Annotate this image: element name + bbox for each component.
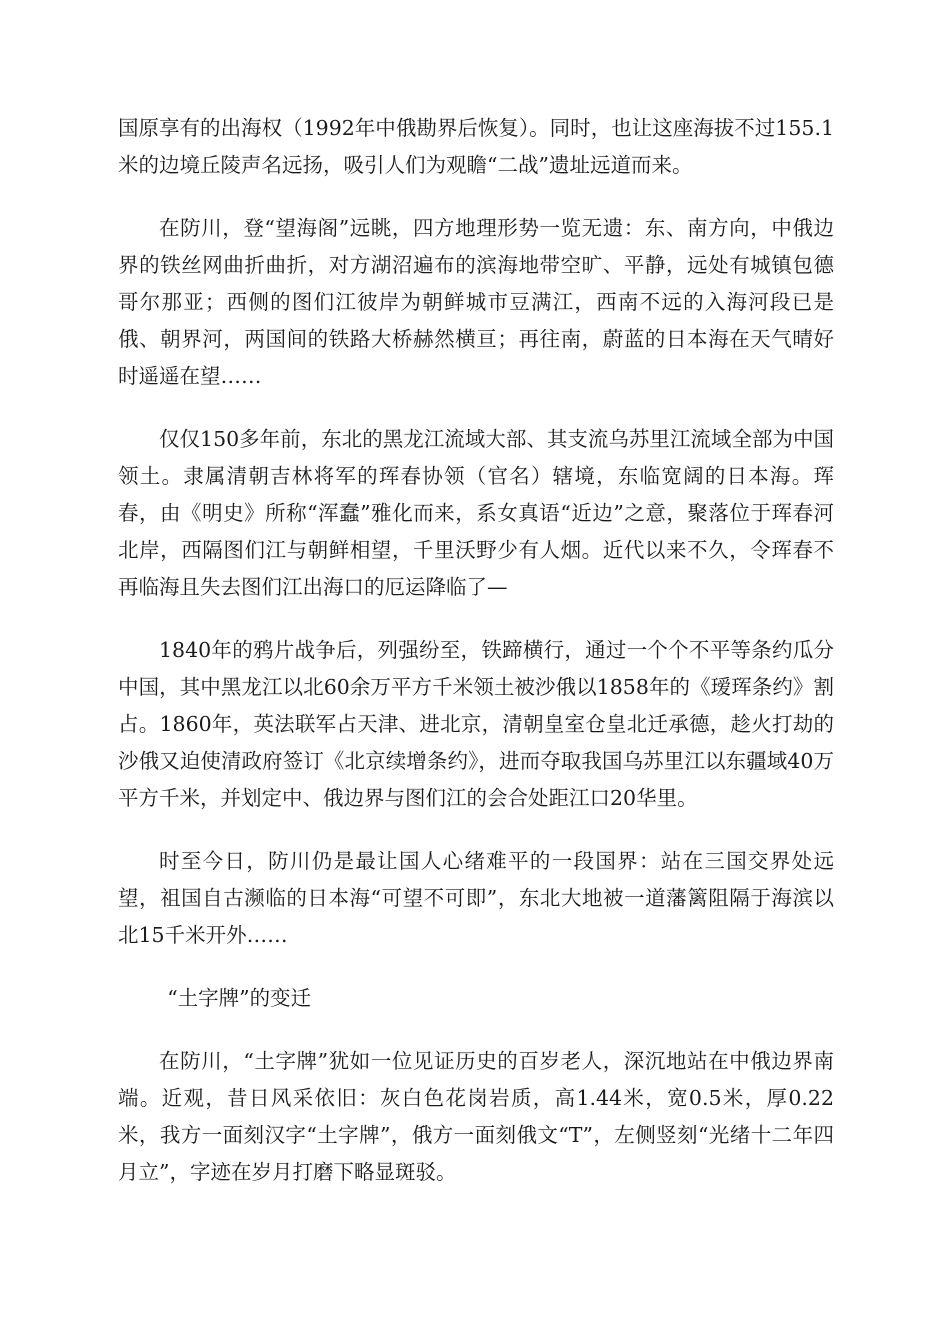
section-heading: “土字牌”的变迁	[167, 986, 312, 1010]
paragraph-continued: 国原享有的出海权（1992年中俄勘界后恢复）。同时，也让这座海拔不过155.1米的边境丘陵声名远扬，吸引人们为观瞻“二战”遗址远道而来。	[118, 116, 834, 177]
paragraph-unequal-treaties: 1840年的鸦片战争后，列强纷至，铁蹄横行，通过一个个不平等条约瓜分中国，其中黑龙江以北60余万平方千米领土被沙俄以1858年的《瑷珲条约》割占。1860年，英法联军占天津、进北京，清朝皇室仓皇北迁承德，趁火打劫的沙俄又迫使清政府签订《北京续增条约》，进而夺取我国乌苏里江以东疆域40万平方千米，并划定中、俄边界与图们江的会合处距江口20华里。	[118, 638, 834, 810]
paragraph-tuzipai: 在防川，“土字牌”犹如一位见证历史的百岁老人，深沉地站在中俄边界南端。近观，昔日风采依旧：灰白色花岗岩质，高1.44米，宽0.5米，厚0.22米，我方一面刻汉字“土字牌”，俄方一面刻俄文“T”，左侧竖刻“光绪十二年四月立”，字迹在岁月打磨下略显斑驳。	[118, 1049, 834, 1184]
article-body	[118, 110, 834, 1217]
paragraph-wanghaige-view: 在防川，登“望海阁”远眺，四方地理形势一览无遗：东、南方向，中俄边界的铁丝网曲折曲折，对方湖沼遍布的滨海地带空旷、平静，远处有城镇包德哥尔那亚；西侧的图们江彼岸为朝鲜城市豆满江，西南不远的入海河段已是俄、朝界河，两国间的铁路大桥赫然横亘；再往南，蔚蓝的日本海在天气晴好时遥遥在望……	[118, 216, 834, 388]
paragraph-hunchun-history: 仅仅150多年前，东北的黑龙江流域大部、其支流乌苏里江流域全部为中国领土。隶属清朝吉林将军的珲春协领（官名）辖境，东临宽阔的日本海。珲春，由《明史》所称“浑蠢”雅化而来，系女真语“近边”之意，聚落位于珲春河北岸，西隔图们江与朝鲜相望，千里沃野少有人烟。近代以来不久，令珲春不再临海且失去图们江出海口的厄运降临了—	[118, 427, 834, 599]
paragraph-present-day: 时至今日，防川仍是最让国人心绪难平的一段国界：站在三国交界处远望，祖国自古濒临的日本海“可望不可即”，东北大地被一道藩篱阻隔于海滨以北15千米开外……	[118, 849, 834, 947]
